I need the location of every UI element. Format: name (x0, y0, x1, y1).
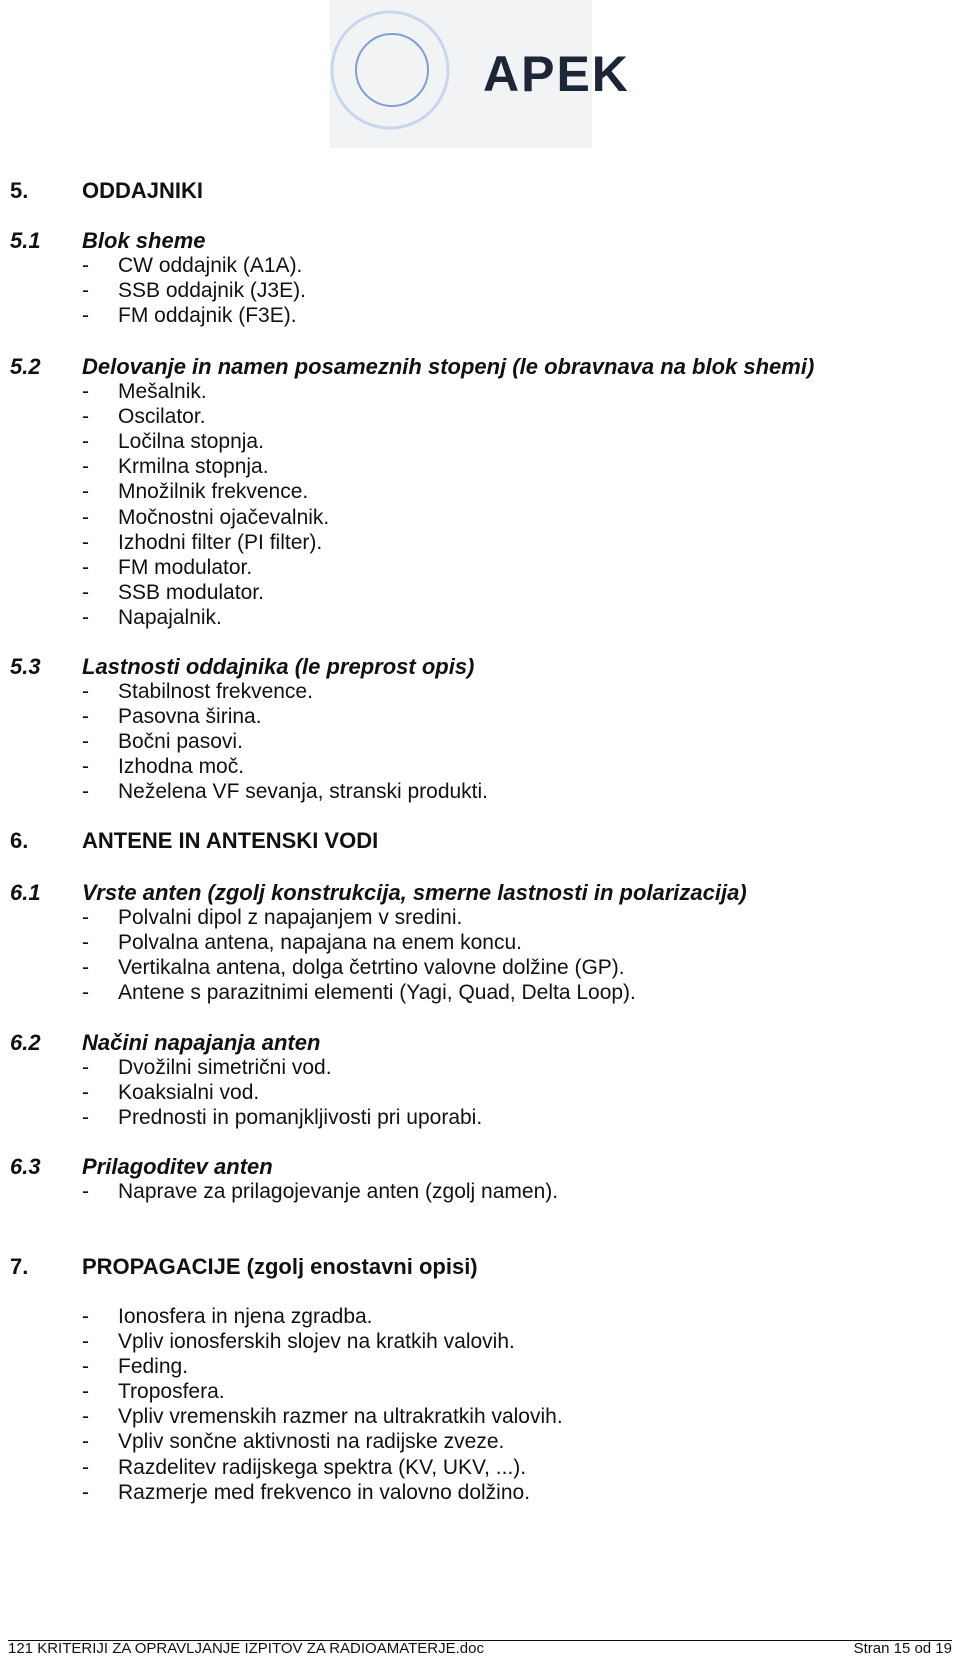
apek-logo (300, 0, 630, 150)
bullet-dash: - (82, 531, 89, 554)
bullet-dash: - (82, 981, 89, 1004)
bullet-dash: - (82, 1430, 89, 1453)
list-item-text: Stabilnost frekvence. (118, 680, 313, 703)
bullet-dash: - (82, 304, 89, 327)
list-item-text: Polvalna antena, napajana na enem koncu. (118, 931, 522, 954)
bullet-dash: - (82, 680, 89, 703)
bullet-dash: - (82, 380, 89, 403)
list-item-text: FM oddajnik (F3E). (118, 304, 297, 327)
list-item-text: Množilnik frekvence. (118, 480, 309, 503)
bullet-dash: - (82, 455, 89, 478)
heading-number: 6.1 (10, 880, 41, 905)
heading-number: 6.2 (10, 1030, 41, 1055)
heading-number: 6. (10, 828, 29, 853)
heading-number: 5. (10, 178, 29, 203)
heading-number: 5.3 (10, 654, 41, 679)
list-item-text: Ločilna stopnja. (118, 430, 264, 453)
heading-title: ODDAJNIKI (82, 178, 204, 203)
bullet-dash: - (82, 1405, 89, 1428)
list-item-text: Feding. (118, 1355, 189, 1378)
list-item-text: Antene s parazitnimi elementi (Yagi, Quad, Delta Loop). (118, 981, 636, 1004)
list-item-text: Polvalni dipol z napajanjem v sredini. (118, 906, 463, 929)
list-item-text: Razdelitev radijskega spektra (KV, UKV, ...). (118, 1456, 527, 1479)
list-item-text: Vpliv sončne aktivnosti na radijske zveze. (118, 1430, 505, 1453)
list-item-text: Mešalnik. (118, 380, 207, 403)
bullet-dash: - (82, 279, 89, 302)
list-item-text: SSB oddajnik (J3E). (118, 279, 306, 302)
list-item-text: Neželena VF sevanja, stranski produkti. (118, 780, 489, 803)
bullet-dash: - (82, 1056, 89, 1079)
bullet-dash: - (82, 1106, 89, 1129)
list-item-text: Pasovna širina. (118, 705, 262, 728)
heading-title: Blok sheme (82, 228, 206, 253)
bullet-dash: - (82, 730, 89, 753)
list-item-text: Izhodna moč. (118, 755, 245, 778)
heading-title: Načini napajanja anten (82, 1030, 321, 1055)
list-item-text: Močnostni ojačevalnik. (118, 506, 330, 529)
bullet-dash: - (82, 405, 89, 428)
bullet-dash: - (82, 1180, 89, 1203)
bullet-dash: - (82, 606, 89, 629)
list-item-text: Ionosfera in njena zgradba. (118, 1305, 373, 1328)
list-item-text: FM modulator. (118, 556, 253, 579)
bullet-dash: - (82, 556, 89, 579)
list-item-text: Vpliv ionosferskih slojev na kratkih valovih. (118, 1330, 515, 1353)
footer-page-number: Stran 15 od 19 (853, 1640, 952, 1657)
bullet-dash: - (82, 780, 89, 803)
bullet-dash: - (82, 254, 89, 277)
list-item-text: Koaksialni vod. (118, 1081, 260, 1104)
list-item-text: Troposfera. (118, 1380, 225, 1403)
list-item-text: SSB modulator. (118, 581, 264, 604)
list-item-text: Vertikalna antena, dolga četrtino valovne dolžine (GP). (118, 956, 625, 979)
bullet-dash: - (82, 1355, 89, 1378)
bullet-dash: - (82, 1081, 89, 1104)
bullet-dash: - (82, 1481, 89, 1504)
list-item-text: Izhodni filter (PI filter). (118, 531, 323, 554)
bullet-dash: - (82, 480, 89, 503)
heading-title: ANTENE IN ANTENSKI VODI (82, 828, 379, 853)
heading-title: Vrste anten (zgolj konstrukcija, smerne lastnosti in polarizacija) (82, 880, 747, 905)
heading-number: 5.2 (10, 354, 41, 379)
list-item-text: Prednosti in pomanjkljivosti pri uporabi. (118, 1106, 483, 1129)
bullet-dash: - (82, 1305, 89, 1328)
bullet-dash: - (82, 956, 89, 979)
bullet-dash: - (82, 430, 89, 453)
heading-title: PROPAGACIJE (zgolj enostavni opisi) (82, 1254, 478, 1279)
bullet-dash: - (82, 705, 89, 728)
heading-title: Prilagoditev anten (82, 1154, 273, 1179)
list-item-text: CW oddajnik (A1A). (118, 254, 303, 277)
bullet-dash: - (82, 906, 89, 929)
apek-emblem-icon (300, 0, 460, 150)
bullet-dash: - (82, 755, 89, 778)
list-item-text: Dvožilni simetrični vod. (118, 1056, 332, 1079)
bullet-dash: - (82, 581, 89, 604)
bullet-dash: - (82, 1380, 89, 1403)
list-item-text: Krmilna stopnja. (118, 455, 269, 478)
bullet-dash: - (82, 931, 89, 954)
logo-text: APEK (483, 46, 630, 102)
heading-number: 6.3 (10, 1154, 41, 1179)
heading-number: 7. (10, 1254, 29, 1279)
list-item-text: Bočni pasovi. (118, 730, 243, 753)
footer-filename: 121 KRITERIJI ZA OPRAVLJANJE IZPITOV ZA RADIOAMATERJE.doc (8, 1640, 484, 1657)
bullet-dash: - (82, 506, 89, 529)
list-item-text: Oscilator. (118, 405, 206, 428)
list-item-text: Razmerje med frekvenco in valovno dolžino. (118, 1481, 531, 1504)
list-item-text: Napajalnik. (118, 606, 222, 629)
list-item-text: Naprave za prilagojevanje anten (zgolj namen). (118, 1180, 559, 1203)
list-item-text: Vpliv vremenskih razmer na ultrakratkih valovih. (118, 1405, 563, 1428)
heading-title: Lastnosti oddajnika (le preprost opis) (82, 654, 475, 679)
bullet-dash: - (82, 1456, 89, 1479)
heading-title: Delovanje in namen posameznih stopenj (le obravnava na blok shemi) (82, 354, 815, 379)
bullet-dash: - (82, 1330, 89, 1353)
heading-number: 5.1 (10, 228, 41, 253)
